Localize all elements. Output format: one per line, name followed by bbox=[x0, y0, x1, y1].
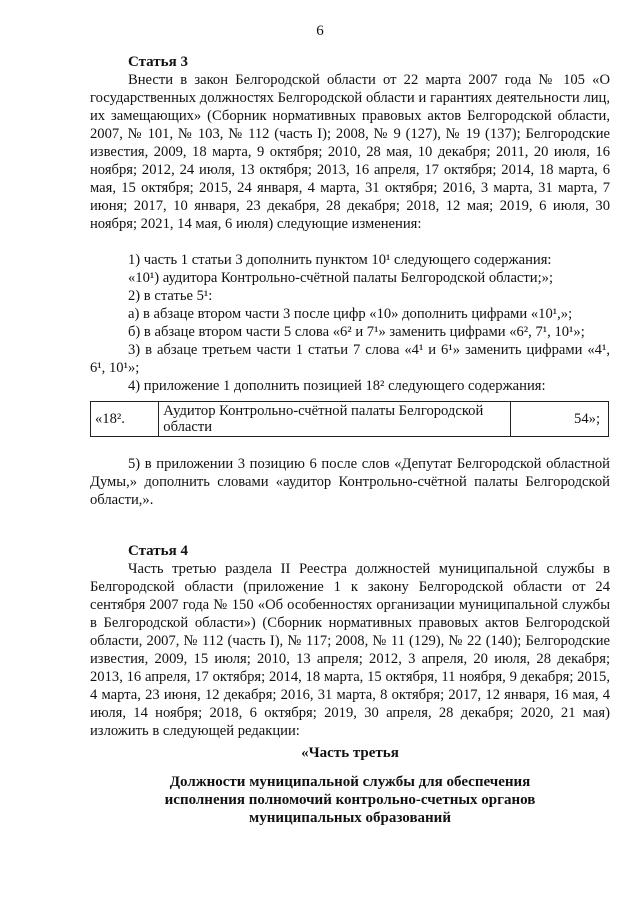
article-4-text: Часть третью раздела II Реестра должностей муниципальной службы в Белгородской области (приложение 1 к закону Белгородской области от 24 сентября 2007 года № 150 «Об особенностях организации муниципальной службы в Белгородской области») (Сборник нормативных правовых актов Белгородской области, 2007, № 112 (часть I), № 117; 2008, № 11 (129), № 22 (140); Белгородские известия, 2009, 15 июля; 2010, 13 апреля; 2012, 3 апреля, 20 июля, 28 декабря; 2013, 16 апреля, 17 октября; 2014, 18 марта, 15 октября, 11 ноября, 9 декабря; 2015, 4 марта, 23 июня, 12 декабря; 2016, 31 марта, 8 октября; 2017, 12 января, 16 мая, 4 июля, 14 ноября; 2018, 6 октября; 2019, 30 апреля, 28 декабря; 2020, 21 мая) изложить в следующей редакции: bbox=[90, 561, 610, 739]
section-title: Должности муниципальной службы для обеспечения исполнения полномочий контрольно-счетных органов муниципальных образований bbox=[164, 774, 536, 826]
amendment-item-3: 3) в абзаце третьем части 1 статьи 7 слова «4¹ и 6¹» заменить цифрами «4¹, 6¹, 10¹»; bbox=[90, 342, 610, 376]
amendment-item-2a: а) в абзаце втором части 3 после цифр «10» дополнить цифрами «10¹,»; bbox=[128, 306, 573, 322]
part-title: «Часть третья bbox=[301, 745, 399, 761]
amendment-item-5: 5) в приложении 3 позицию 6 после слов «Депутат Белгородской областной Думы,» дополнить словами «аудитор Контрольно-счётной палаты Белгородской области,». bbox=[90, 456, 610, 508]
amendment-item-1-text: «10¹) аудитора Контрольно-счётной палаты Белгородской области;»; bbox=[128, 270, 554, 286]
position-count-cell: 54»; bbox=[511, 402, 609, 437]
amendment-item-2b: б) в абзаце втором части 5 слова «6² и 7¹» заменить цифрами «6², 7¹, 10¹»; bbox=[128, 324, 585, 340]
article-3-heading: Статья 3 bbox=[128, 54, 188, 70]
amendment-item-1: 1) часть 1 статьи 3 дополнить пунктом 10¹ следующего содержания: bbox=[128, 252, 552, 268]
amendment-item-2: 2) в статье 5¹: bbox=[128, 288, 213, 304]
position-number-cell: «18². bbox=[91, 402, 159, 437]
position-title-cell: Аудитор Контрольно-счётной палаты Белгородской области bbox=[159, 402, 511, 437]
table-row bbox=[91, 402, 609, 437]
amendment-item-4: 4) приложение 1 дополнить позицией 18² следующего содержания: bbox=[128, 378, 546, 394]
article-4-heading: Статья 4 bbox=[128, 543, 188, 559]
position-table bbox=[90, 401, 609, 437]
article-3-intro: Внести в закон Белгородской области от 22 марта 2007 года № 105 «О государственных должностях Белгородской области и гарантиях деятельности лиц, их замещающих» (Сборник нормативных правовых актов Белгородской области, 2007, № 101, № 103, № 112 (часть I); 2008, № 9 (127), № 19 (137); Белгородские известия, 2009, 18 марта, 9 октября; 2010, 28 мая, 10 декабря; 2011, 20 июля, 16 ноября; 2012, 24 июля, 13 октября; 2013, 16 апреля, 17 октября; 2014, 18 марта, 6 мая, 15 октября; 2015, 24 января, 4 марта, 31 октября; 2016, 3 марта, 31 марта, 7 июня; 2017, 10 января, 23 декабря, 28 декабря; 2018, 12 мая; 2019, 6 июля, 30 ноября; 2021, 14 мая, 6 июля) следующие изменения: bbox=[90, 72, 610, 232]
page-number: 6 bbox=[316, 23, 324, 39]
